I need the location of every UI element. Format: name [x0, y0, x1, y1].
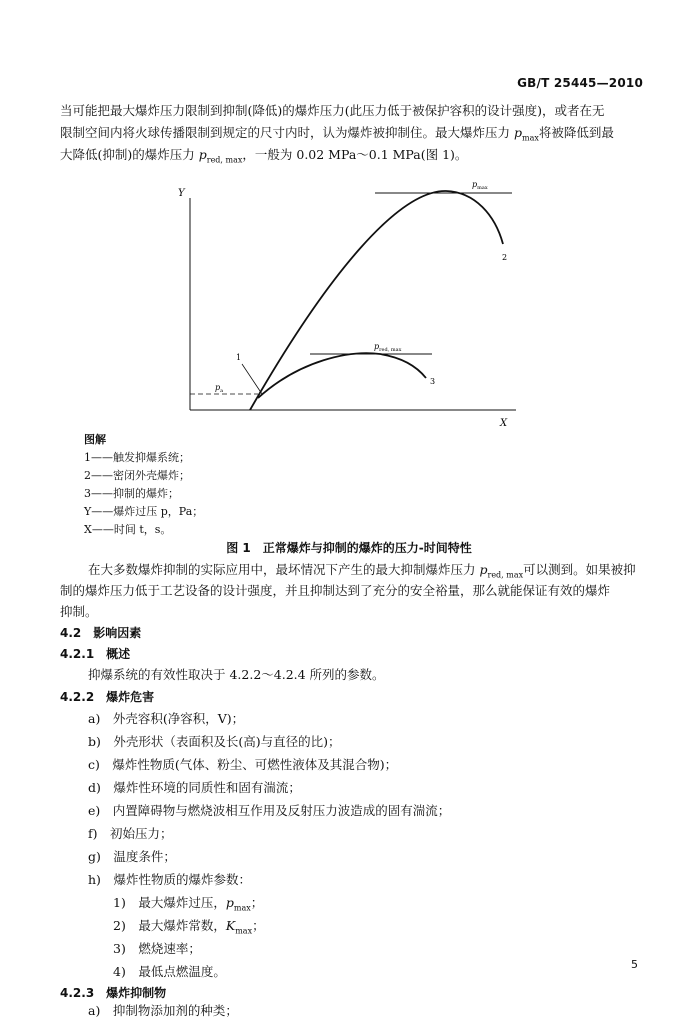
pressure-time-figure: [0, 0, 698, 440]
intro-line-2: 限制空间内将火球传播限制到规定的尺寸内时，认为爆炸被抑制住。最大爆炸压力 $p_{max}$将被降低到最: [60, 125, 614, 143]
y-axis-label: Y: [178, 188, 185, 199]
page-number: 5: [631, 958, 638, 971]
legend-item-5: X——时间 t，s。: [84, 523, 172, 536]
activation-leader: [242, 364, 262, 394]
para2-line-2: 制的爆炸压力低于工艺设备的设计强度，并且抑制达到了充分的安全裕量，那么就能保证有效的爆炸: [60, 583, 611, 598]
section-4-2-3: 4.2.3 爆炸抑制物: [60, 986, 167, 1000]
section-4-2-1: 4.2.1 概述: [60, 647, 131, 661]
x-axis-label: X: [500, 418, 508, 429]
curve-label-1: 1: [236, 353, 242, 362]
pred-max-label: $p_{red, max}$: [374, 342, 402, 353]
legend-title: 图解: [84, 433, 106, 446]
figure-caption: 图 1 正常爆炸与抑制的爆炸的压力-时间特性: [226, 541, 472, 555]
legend-item-2: 2——密闭外壳爆炸；: [84, 469, 190, 482]
legend-item-1: 1——触发抑爆系统；: [84, 451, 190, 464]
hazard-item: a) 外壳容积(净容积，V)；: [88, 711, 245, 726]
section-4-2-1-text: 抑爆系统的有效性取决于 4.2.2～4.2.4 所列的参数。: [88, 667, 385, 682]
suppressant-item: a) 抑制物添加剂的种类；: [88, 1003, 238, 1018]
intro-line-3: 大降低(抑制)的爆炸压力 $p_{red, max}$，一般为 0.02 MPa～0.1 MPa(图 1)。: [60, 147, 468, 165]
para2-line-1: 在大多数爆炸抑制的实际应用中，最坏情况下产生的最大抑制爆炸压力 $p_{red, max}$可以测到。如果被抑: [88, 562, 636, 580]
curve-label-3: 3: [430, 377, 436, 386]
standard-number: GB/T 25445—2010: [517, 76, 643, 90]
section-4-2-2: 4.2.2 爆炸危害: [60, 690, 155, 704]
hazard-item: e) 内置障碍物与燃烧波相互作用及反射压力波造成的固有湍流；: [88, 803, 451, 818]
curve-enclosed-explosion: [250, 191, 503, 410]
hazard-item: b) 外壳形状（表面积及长(高)与直径的比)；: [88, 734, 341, 749]
hazard-item: f) 初始压力；: [88, 826, 173, 841]
param-item: 2) 最大爆炸常数，$K_{max}$；: [113, 918, 265, 936]
curve-label-2: 2: [502, 253, 508, 262]
hazard-item: c) 爆炸性物质(气体、粉尘、可燃性液体及其混合物)；: [88, 757, 398, 772]
param-item: 4) 最低点燃温度。: [113, 964, 226, 979]
intro-line-1: 当可能把最大爆炸压力限制到抑制(降低)的爆炸压力(此压力低于被保护容积的设计强度)，或者在无: [60, 103, 605, 118]
pa-label: $p_a$: [215, 383, 224, 394]
hazard-item: g) 温度条件；: [88, 849, 176, 864]
pmax-label: $p_{max}$: [472, 180, 488, 191]
curve-suppressed-explosion: [258, 353, 426, 398]
legend-item-3: 3——抑制的爆炸；: [84, 487, 179, 500]
section-4-2: 4.2 影响因素: [60, 626, 142, 640]
param-item: 3) 燃烧速率；: [113, 941, 201, 956]
hazard-item: d) 爆炸性环境的同质性和固有湍流；: [88, 780, 301, 795]
legend-item-4: Y——爆炸过压 p，Pa；: [84, 505, 204, 518]
param-item: 1) 最大爆炸过压，$p_{max}$；: [113, 895, 264, 913]
hazard-item: h) 爆炸性物质的爆炸参数：: [88, 872, 251, 887]
para2-line-3: 抑制。: [60, 604, 98, 619]
